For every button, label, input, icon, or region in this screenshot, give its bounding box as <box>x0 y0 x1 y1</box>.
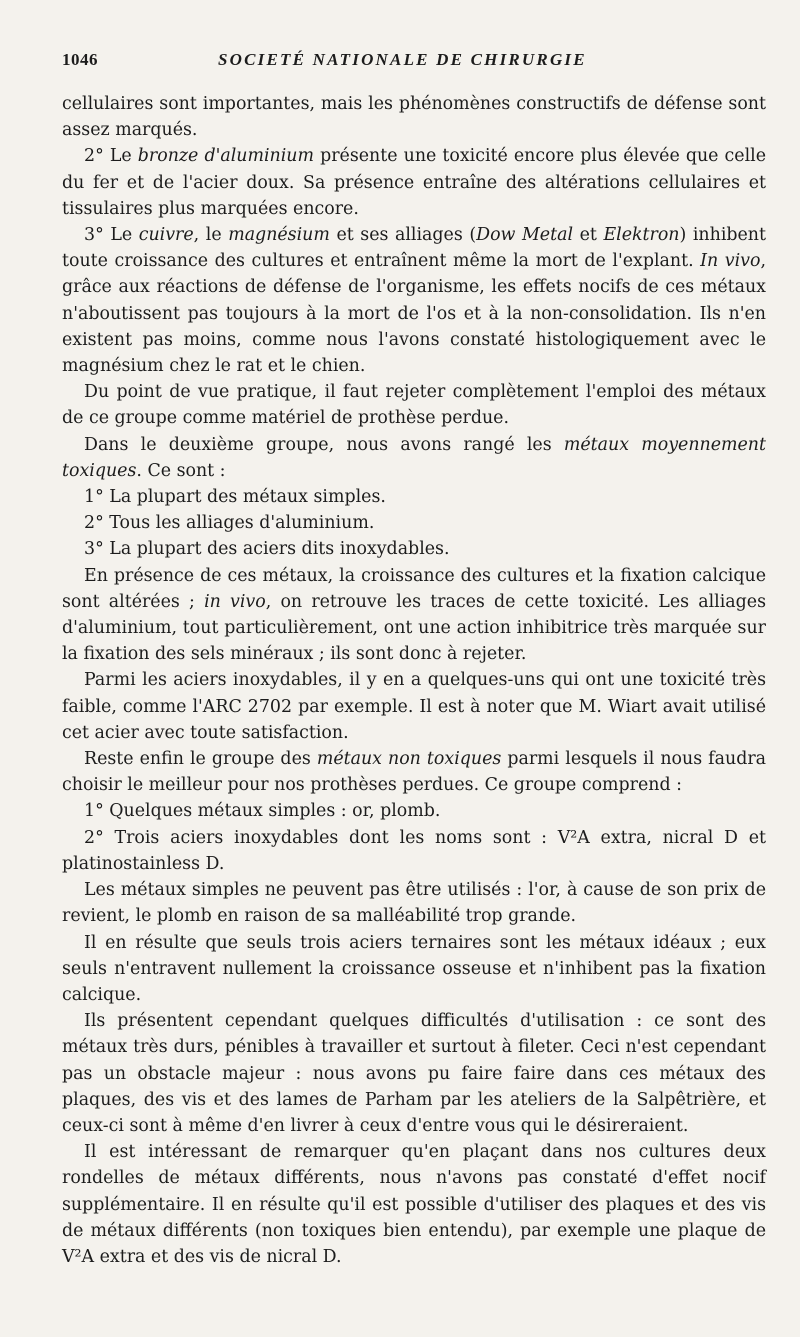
text-run: Il est intéressant de remarquer qu'en plaçant dans nos cultures deux rondelles de métaux différents, nous n'avons pas constaté d'effet nocif supplémentaire. Il en résulte qu'il est possible d'utiliser des plaques et des vis de métaux différents (non toxiques bien entendu), par exemple une plaque de V²A extra et des vis de nicral D. <box>62 1142 766 1267</box>
text-run: 1° La plupart des métaux simples. <box>84 487 386 508</box>
italic-run: Elektron <box>603 225 680 246</box>
text-run: , on retrouve les traces de cette toxicité. Les alliages d'aluminium, tout particulièrement, ont une action inhibitrice très marquée sur la fixation des sels minéraux ; ils sont donc à rejeter. <box>62 591 767 665</box>
text-run: 1° Quelques métaux simples : or, plomb. <box>84 801 441 822</box>
paragraph-5 <box>62 432 766 484</box>
text-run: Les métaux simples ne peuvent pas être utilisés : l'or, à cause de son prix de revient, le plomb en raison de sa malléabilité trop grande. <box>62 880 766 927</box>
text-run: 3° Le <box>84 225 139 246</box>
paragraph-1 <box>62 91 766 143</box>
italic-run: métaux moyennement toxiques <box>62 434 766 481</box>
paragraph-13 <box>62 825 766 877</box>
paragraph-9 <box>62 563 766 668</box>
italic-run: In vivo <box>700 251 761 272</box>
text-run: 2° Trois aciers inoxydables dont les noms sont : V²A extra, nicral D et platinostainless D. <box>62 827 766 874</box>
paragraph-15 <box>62 930 766 1009</box>
paragraph-16 <box>62 1008 766 1139</box>
text-run: Ils présentent cependant quelques difficultés d'utilisation : ce sont des métaux très durs, pénibles à travailler et surtout à fileter. Ceci n'est cependant pas un obstacle majeur : nous avons pu faire faire dans ces métaux des plaques, des vis et des lames de Parham par les ateliers de la Salpêtrière, et ceux-ci sont à même d'en livrer à ceux d'entre vous qui le désireraient. <box>62 1011 766 1136</box>
italic-run: Dow Metal <box>476 225 574 246</box>
running-title: SOCIETÉ NATIONALE DE CHIRURGIE <box>218 50 587 69</box>
paragraph-10 <box>62 667 766 746</box>
paragraph-3 <box>62 222 766 379</box>
text-run: cellulaires sont importantes, mais les phénomènes constructifs de défense sont assez marqués. <box>62 94 766 141</box>
text-run: Du point de vue pratique, il faut rejeter complètement l'emploi des métaux de ce groupe comme matériel de prothèse perdue. <box>62 382 766 429</box>
text-run: , le <box>193 225 229 246</box>
paragraph-7 <box>62 510 766 536</box>
text-run: , grâce aux réactions de défense de l'organisme, les effets nocifs de ces métaux n'aboutissent pas toujours à la mort de l'os et à la non-consolidation. Ils n'en existent pas moins, comme nous l'avons constaté histologiquement avec le magnésium chez le rat et le chien. <box>62 251 766 377</box>
text-run: Dans le deuxième groupe, nous avons rangé les <box>84 434 564 455</box>
text-run: et <box>573 225 604 246</box>
text-run: Il en résulte que seuls trois aciers ternaires sont les métaux idéaux ; eux seuls n'entravent nullement la croissance osseuse et n'inhibent pas la fixation calcique. <box>62 932 766 1005</box>
paragraph-2 <box>62 143 766 222</box>
text-run: . Ce sont : <box>136 460 226 481</box>
text-run: Reste enfin le groupe des <box>84 749 317 770</box>
text-run: présente une toxicité encore plus élevée que celle du fer et de l'acier doux. Sa présence entraîne des altérations cellulaires et tissulaires plus marquées encore. <box>62 146 767 219</box>
italic-run: bronze d'aluminium <box>137 146 314 167</box>
body-text <box>62 91 766 1270</box>
paragraph-11 <box>62 746 766 798</box>
text-run: 2° Le <box>84 146 138 167</box>
italic-run: magnésium <box>228 225 330 246</box>
text-run: 2° Tous les alliages d'aluminium. <box>84 513 375 534</box>
text-run: En présence de ces métaux, la croissance des cultures et la fixation calcique sont altérées ; <box>62 565 766 612</box>
italic-run: cuivre <box>138 225 194 246</box>
italic-run: in vivo <box>204 591 266 612</box>
paragraph-14 <box>62 877 766 929</box>
paragraph-8 <box>62 536 766 562</box>
paragraph-4 <box>62 379 766 431</box>
text-run: ) inhibent toute croissance des cultures et entraînent même la mort de l'explant. <box>62 225 766 272</box>
text-run: 3° La plupart des aciers dits inoxydables. <box>84 539 450 560</box>
paragraph-17 <box>62 1139 766 1270</box>
text-run: et ses alliages ( <box>329 225 477 246</box>
page-number: 1046 <box>62 50 98 69</box>
text-run: parmi lesquels il nous faudra choisir le meilleur pour nos prothèses perdues. Ce groupe comprend : <box>62 749 767 796</box>
text-run: Parmi les aciers inoxydables, il y en a quelques-uns qui ont une toxicité très faible, comme l'ARC 2702 par exemple. Il est à noter que M. Wiart avait utilisé cet acier avec toute satisfaction. <box>62 670 766 743</box>
italic-run: métaux non toxiques <box>316 749 502 770</box>
page-header <box>62 50 766 80</box>
paragraph-6 <box>62 484 766 510</box>
paragraph-12 <box>62 798 766 824</box>
